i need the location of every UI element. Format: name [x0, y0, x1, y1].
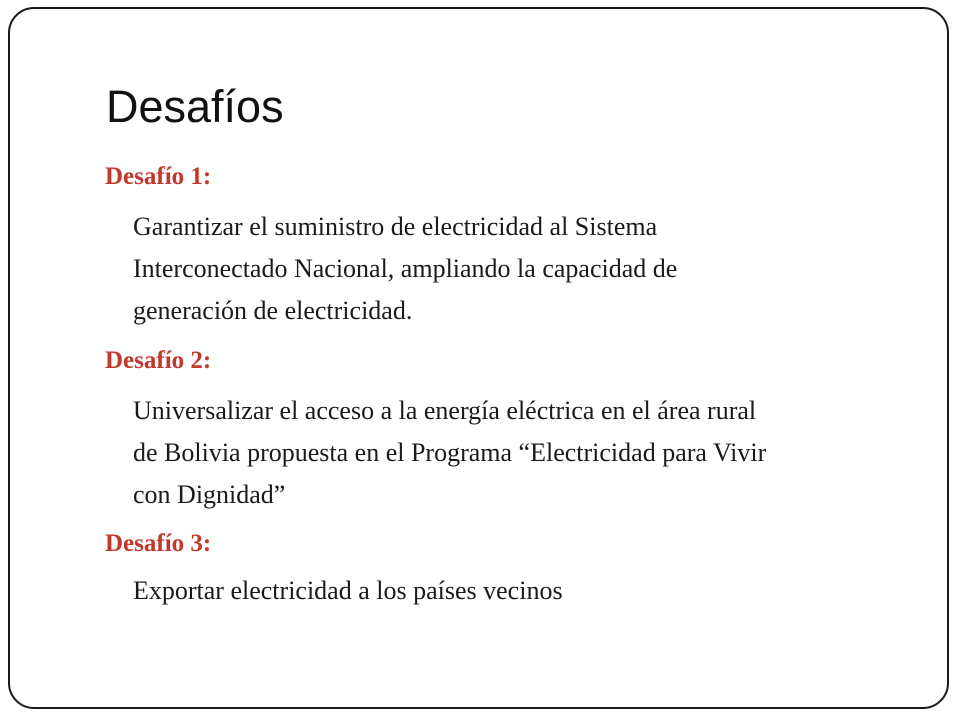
- challenge-2-heading: Desafío 2:: [105, 347, 212, 374]
- challenge-3-text: [133, 570, 893, 612]
- challenge-1-line-3: generación de electricidad.: [133, 296, 413, 325]
- challenge-2-line-2: de Bolivia propuesta en el Programa “Electricidad para Vivir: [133, 438, 767, 467]
- challenge-2-line-1: Universalizar el acceso a la energía eléctrica en el área rural: [133, 396, 757, 425]
- challenge-3-heading: Desafío 3:: [105, 530, 212, 557]
- challenge-3-line-1: Exportar electricidad a los países vecinos: [133, 576, 563, 605]
- challenge-2-text: [133, 390, 893, 516]
- challenge-1-line-2: Interconectado Nacional, ampliando la capacidad de: [133, 254, 678, 283]
- challenge-1-line-1: Garantizar el suministro de electricidad al Sistema: [133, 212, 658, 241]
- slide-title: Desafíos: [106, 81, 284, 132]
- challenge-1-text: [133, 206, 893, 332]
- challenge-1-heading: Desafío 1:: [105, 163, 212, 190]
- challenge-2-line-3: con Dignidad”: [133, 480, 286, 509]
